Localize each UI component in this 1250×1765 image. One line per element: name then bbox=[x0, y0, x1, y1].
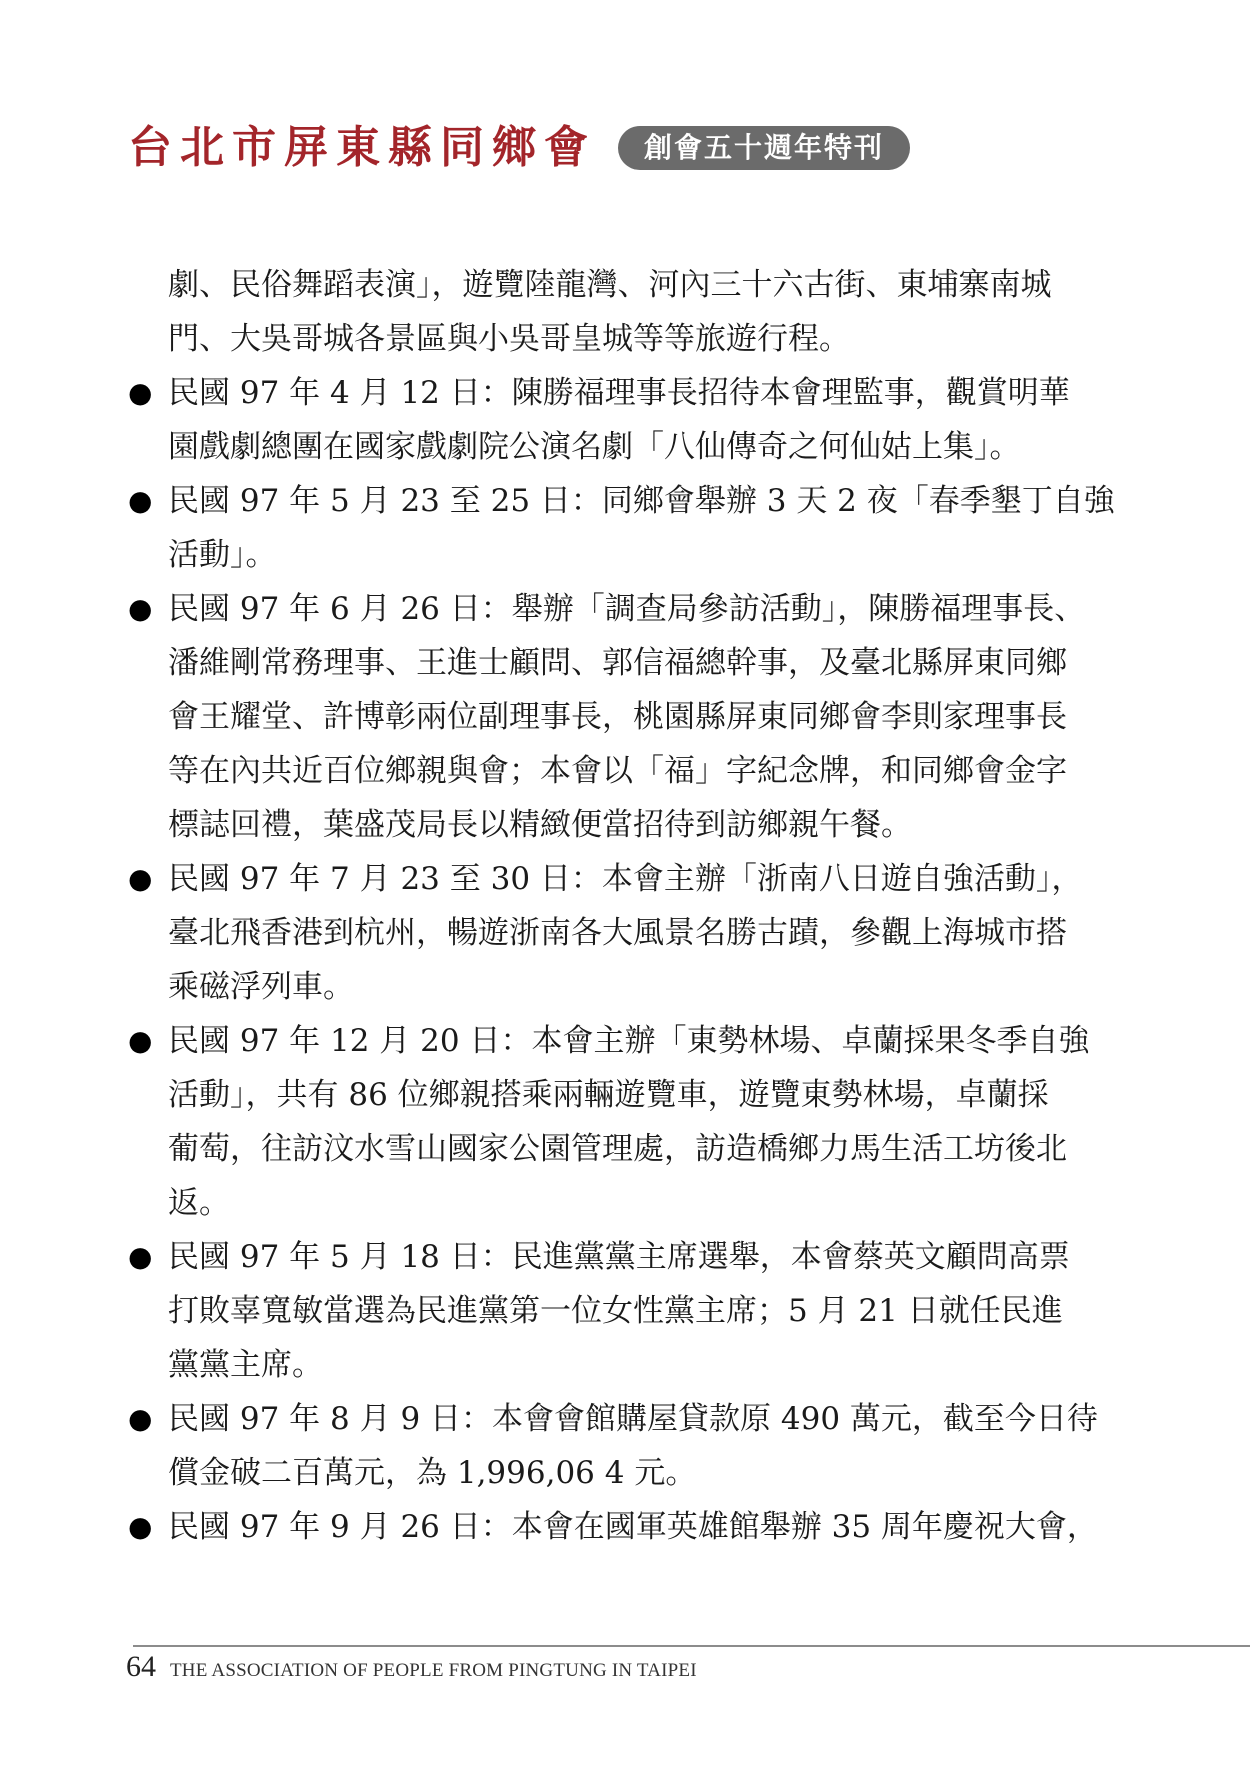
list-item bbox=[128, 366, 1128, 474]
article-body bbox=[128, 258, 1128, 1554]
bullet-icon: ● bbox=[128, 862, 153, 895]
page-number: 64 bbox=[126, 1650, 156, 1683]
list-item bbox=[128, 1392, 1128, 1500]
list-item bbox=[128, 474, 1128, 582]
list-item bbox=[128, 852, 1128, 1014]
list-item bbox=[128, 1014, 1128, 1230]
list-item bbox=[128, 582, 1128, 852]
list-item-text: 民國 97 年 7 月 23 至 30 日：本會主辦「浙南八日遊自強活動」， 臺北飛香港到杭州，暢遊浙南各大風景名勝古蹟，參觀上海城市搭 乘磁浮列車。 bbox=[168, 861, 1083, 1005]
list-item-text: 民國 97 年 8 月 9 日：本會會館購屋貸款原 490 萬元，截至今日待 償金破二百萬元，為 1,996,06 4 元。 bbox=[168, 1401, 1098, 1491]
continuation-paragraph: 劇、民俗舞蹈表演」，遊覽陸龍灣、河內三十六古街、東埔寨南城 門、大吳哥城各景區與小吳哥皇城等等旅遊行程。 bbox=[168, 267, 1052, 357]
footer-divider bbox=[133, 1645, 1250, 1647]
association-title: 台北市屏東縣同鄉會 bbox=[128, 122, 596, 173]
bullet-icon: ● bbox=[128, 592, 153, 625]
list-item bbox=[128, 1230, 1128, 1392]
bullet-icon: ● bbox=[128, 376, 153, 409]
page-footer bbox=[126, 1650, 697, 1684]
list-item-text: 民國 97 年 6 月 26 日：舉辦「調查局參訪活動」，陳勝福理事長、 潘維剛常務理事、王進士顧問、郭信福總幹事，及臺北縣屏東同鄉 會王耀堂、許博彰兩位副理事長，桃園縣屏東同鄉會李則家理事長 等在內共近百位鄉親與會；本會以「福」字紀念牌，和同鄉會金字 標誌回禮，葉盛茂局長以精緻便當招待到訪鄉親午餐。 bbox=[168, 591, 1086, 843]
list-item-text: 民國 97 年 5 月 23 至 25 日：同鄉會舉辦 3 天 2 夜「春季墾丁自強 活動」。 bbox=[168, 483, 1115, 573]
list-item bbox=[128, 1500, 1128, 1554]
anniversary-badge: 創會五十週年特刊 bbox=[618, 126, 910, 170]
list-item-text: 民國 97 年 12 月 20 日：本會主辦「東勢林場、卓蘭採果冬季自強 活動」，共有 86 位鄉親搭乘兩輛遊覽車，遊覽東勢林場，卓蘭採 葡萄，往訪汶水雪山國家公園管理處，訪造橋鄉力馬生活工坊後北 返。 bbox=[168, 1023, 1090, 1221]
footer-publication-name: THE ASSOCIATION OF PEOPLE FROM PINGTUNG IN TAIPEI bbox=[170, 1660, 697, 1681]
bullet-icon: ● bbox=[128, 1024, 153, 1057]
list-item-text: 民國 97 年 5 月 18 日：民進黨黨主席選舉，本會蔡英文顧問高票 打敗辜寬敏當選為民進黨第一位女性黨主席；5 月 21 日就任民進 黨黨主席。 bbox=[168, 1239, 1070, 1383]
bullet-icon: ● bbox=[128, 1402, 153, 1435]
list-item-text: 民國 97 年 4 月 12 日：陳勝福理事長招待本會理監事，觀賞明華 園戲劇總團在國家戲劇院公演名劇「八仙傳奇之何仙姑上集」。 bbox=[168, 375, 1070, 465]
list-item-text: 民國 97 年 9 月 26 日：本會在國軍英雄館舉辦 35 周年慶祝大會， bbox=[168, 1509, 1098, 1545]
bullet-icon: ● bbox=[128, 1240, 153, 1273]
page-header bbox=[128, 118, 910, 178]
bullet-icon: ● bbox=[128, 1510, 153, 1543]
bullet-icon: ● bbox=[128, 484, 153, 517]
